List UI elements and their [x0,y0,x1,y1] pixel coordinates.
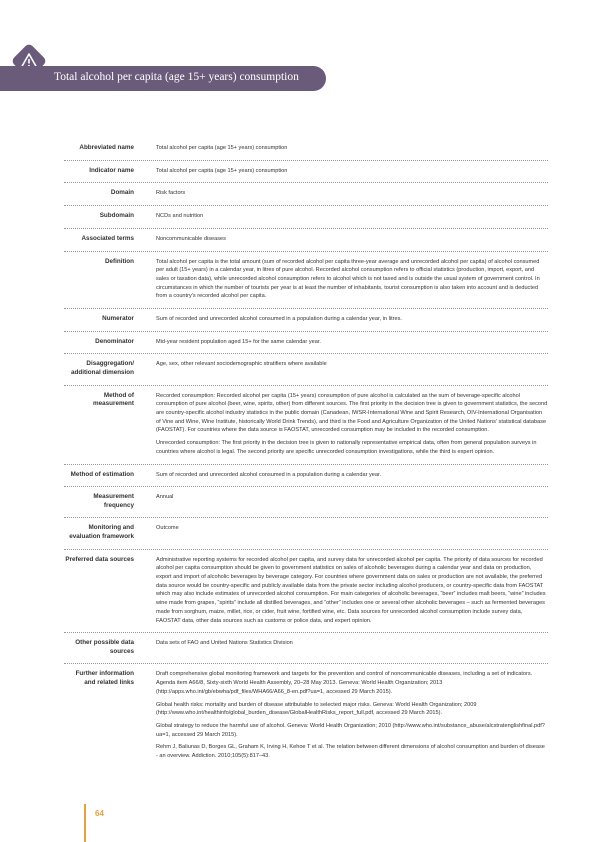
table-row [64,251,548,309]
table-row [64,632,548,663]
row-label: Monitoring and evaluation framework [69,524,134,541]
table-row [64,663,548,767]
row-value [156,144,548,153]
row-paragraph: Draft comprehensive global monitoring framework and targets for the prevention and control of noncommunicable diseases, including a set of indicators. Agenda item A66/8, Sixty-sixth World Health Assembly, 20–28 May 2013. Geneva: World Health Organization; 2013 (http://apps.who.int/gb/ebwha/pdf_files/WHA66/A66_8-en.pdf?ua=1, accessed 29 March 2015). [156,671,533,695]
table-row [64,353,548,384]
page-number: 64 [95,809,104,818]
row-value [156,471,548,480]
row-paragraph: Total alcohol per capita (age 15+ years) consumption [156,145,288,151]
row-label: Preferred data sources [65,555,134,563]
row-paragraph: Rehm J, Baliunas D, Borges GL, Graham K, Irving H, Kehoe T et al. The relation between different dimensions of alcohol consumption and burden of disease - an overview. Addiction. 2010;105(5):817–43. [156,744,545,760]
row-label: Domain [110,189,134,197]
table-row [64,308,548,331]
row-value [156,235,548,244]
table-row [64,160,548,183]
row-label: Associated terms [81,234,134,242]
footer-rule [84,804,86,842]
row-label: Measurement frequency [93,493,134,509]
table-row [64,138,548,160]
row-paragraph: Annual [156,494,174,501]
row-paragraph: NCDs and nutrition [156,213,204,220]
indicator-table [64,138,548,768]
table-row [64,228,548,251]
row-paragraph: Global health risks: mortality and burden of disease attributable to selected major risks. Geneva: World Health Organization; 2009 (http://www.who.int/healthinfo/global_burden_disease/GlobalHealthRisks_report_full.pdf, accessed 29 March 2015). [156,701,477,717]
table-row [64,205,548,228]
row-label: Method of measurement [93,391,134,408]
title-banner [0,66,326,91]
row-label: Indicator name [89,166,134,174]
row-value [156,639,548,656]
row-paragraph: Noncommunicable diseases [156,235,226,242]
row-value [156,493,548,510]
table-row [64,385,548,464]
row-paragraph: Administrative reporting systems for recorded alcohol per capita, and survey data for unrecorded alcohol per capita. The priority of data sources for recorded alcohol per capita consumption should be given to government statistics on sales of alcoholic beverages during a calendar year and data on production, export and import of alcoholic beverages by beverage category. For countries where government data on sales or production are not available, the preferred data source would be country-specific and publicly available data from the private sector including alcohol producers, or country-specific data from FAOSTAT which may also include estimates of unrecorded alcohol consumption. For main categories of alcoholic beverages, “beer” includes malt beers, “wine” includes wine made from grapes, “spirits” include all distilled beverages, and “other” includes one or several other alcoholic beverages – such as fermented beverages made from sorghum, maize, millet, rice, or cider, fruit wine, fortified wine, etc. Data sources for unrecorded alcohol consumption include survey data, FAOSTAT data, other data sources such as customs or police data, and expert opinion. [156,556,546,624]
row-paragraph: Age, sex, other relevant sociodemographic stratifiers where available [156,361,327,368]
row-value [156,556,548,626]
row-value [156,670,548,760]
row-paragraph: Total alcohol per capita is the total amount (sum of recorded alcohol per capita three-year average and unrecorded alcohol per capita) of alcohol consumed per adult (15+ years) in a calendar year, in litres of pure alcohol. Recorded alcohol consumption refers to official statistics (production, import, export, and sales or taxation data), while unrecorded alcohol consumption refers to alcohol which is not taxed and is outside the usual system of government control. In circumstances in which the number of tourists per year is at least the number of inhabitants, tourist consumption is also taken into account and is deducted from a country’s recorded alcohol per capita. [156,258,540,300]
table-row [64,517,548,548]
page-title: Total alcohol per capita (age 15+ years) consumption [54,71,299,83]
row-paragraph: Outcome [156,525,179,532]
row-value [156,315,548,324]
row-value [156,338,548,347]
row-label: Numerator [102,315,134,323]
row-paragraph: Sum of recorded and unrecorded alcohol consumed in a population during a calendar year. [156,471,382,478]
row-paragraph: Data sets of FAO and United Nations Statistics Division [156,640,293,647]
row-label: Further information and related links [75,670,134,687]
table-row [64,464,548,487]
table-row [64,182,548,205]
row-value [156,360,548,377]
row-paragraph: Sum of recorded and unrecorded alcohol consumed in a population during a calendar year, in litres. [156,316,402,323]
row-value [156,258,548,302]
row-label: Disaggregation/ additional dimension [71,360,134,377]
row-paragraph: Global strategy to reduce the harmful use of alcohol. Geneva: World Health Organization; 2010 (http://www.who.int/substance_abuse/alcstratenglishfinal.pdf?ua=1, accessed 29 March 2015). [156,722,545,738]
row-label: Abbreviated name [79,144,134,151]
table-row [64,549,548,633]
row-paragraph: Risk factors [156,190,186,197]
row-label: Other possible data sources [75,639,134,655]
row-label: Method of estimation [70,470,134,478]
row-paragraph: Total alcohol per capita (age 15+ years) consumption [156,167,288,174]
row-value [156,524,548,541]
table-row [64,331,548,354]
row-label: Denominator [95,337,134,345]
row-paragraph: Unrecorded consumption: The first priority in the decision tree is given to nationally representative empirical data, often from general population surveys in countries where alcohol is legal. The second priority are specific unrecorded consumption investigations, while the third is expert opinion. [156,440,537,455]
row-value [156,212,548,221]
table-row [64,486,548,517]
row-paragraph: Mid-year resident population aged 15+ for the same calendar year. [156,338,321,345]
row-label: Definition [104,257,134,265]
row-value [156,167,548,176]
row-value [156,392,548,457]
row-label: Subdomain [99,212,134,220]
row-paragraph: Recorded consumption: Recorded alcohol per capita (15+ years) consumption of pure alcohol is calculated as the sum of beverage-specific alcohol consumption of pure alcohol (beer, wine, spirits, other) from different sources. The first priority in the decision tree is given to government statistics, the second are country-specific alcohol industry statistics in the public domain (Canadean, IWSR-International Wine and Spirit Research, OIV-International Organisation of Vine and Wine, Wine Institute, historically World Drink Trends), and third is the Food and Agriculture Organization of the United Nations’ statistical database (FAOSTAT). For countries where the data source is FAOSTAT, unrecorded consumption may be included in the recorded consumption. [156,392,548,434]
row-value [156,189,548,198]
